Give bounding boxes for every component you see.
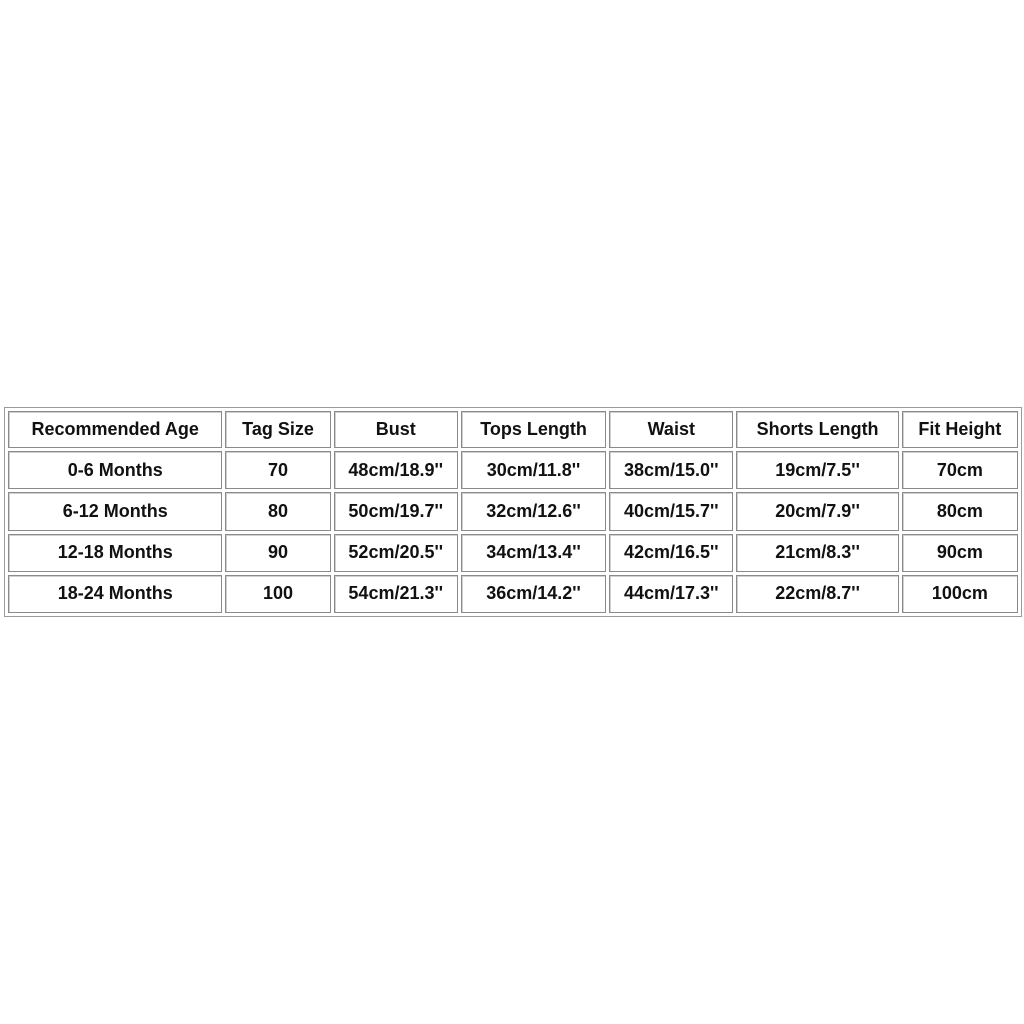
column-header-fit-height: Fit Height (902, 411, 1018, 448)
cell-waist: 42cm/16.5'' (609, 534, 733, 572)
cell-waist: 38cm/15.0'' (609, 451, 733, 489)
cell-recommended-age: 0-6 Months (8, 451, 222, 489)
cell-recommended-age: 6-12 Months (8, 492, 222, 530)
cell-tag-size: 70 (225, 451, 330, 489)
column-header-bust: Bust (334, 411, 458, 448)
size-chart-table (4, 407, 1022, 617)
table-row (8, 534, 1018, 572)
cell-fit-height: 100cm (902, 575, 1018, 613)
cell-tops-length: 34cm/13.4'' (461, 534, 606, 572)
cell-recommended-age: 12-18 Months (8, 534, 222, 572)
cell-recommended-age: 18-24 Months (8, 575, 222, 613)
column-header-tag-size: Tag Size (225, 411, 330, 448)
cell-shorts-length: 19cm/7.5'' (736, 451, 898, 489)
cell-bust: 54cm/21.3'' (334, 575, 458, 613)
cell-waist: 44cm/17.3'' (609, 575, 733, 613)
table-header (8, 411, 1018, 448)
cell-shorts-length: 22cm/8.7'' (736, 575, 898, 613)
cell-bust: 48cm/18.9'' (334, 451, 458, 489)
cell-shorts-length: 20cm/7.9'' (736, 492, 898, 530)
column-header-shorts-length: Shorts Length (736, 411, 898, 448)
cell-tag-size: 80 (225, 492, 330, 530)
cell-tag-size: 90 (225, 534, 330, 572)
table-row (8, 492, 1018, 530)
header-row (8, 411, 1018, 448)
cell-fit-height: 80cm (902, 492, 1018, 530)
cell-bust: 50cm/19.7'' (334, 492, 458, 530)
cell-shorts-length: 21cm/8.3'' (736, 534, 898, 572)
cell-fit-height: 90cm (902, 534, 1018, 572)
cell-fit-height: 70cm (902, 451, 1018, 489)
column-header-waist: Waist (609, 411, 733, 448)
table-row (8, 575, 1018, 613)
cell-waist: 40cm/15.7'' (609, 492, 733, 530)
table-row (8, 451, 1018, 489)
cell-tops-length: 36cm/14.2'' (461, 575, 606, 613)
cell-bust: 52cm/20.5'' (334, 534, 458, 572)
column-header-recommended-age: Recommended Age (8, 411, 222, 448)
cell-tops-length: 32cm/12.6'' (461, 492, 606, 530)
column-header-tops-length: Tops Length (461, 411, 606, 448)
table-body (8, 451, 1018, 613)
cell-tag-size: 100 (225, 575, 330, 613)
cell-tops-length: 30cm/11.8'' (461, 451, 606, 489)
